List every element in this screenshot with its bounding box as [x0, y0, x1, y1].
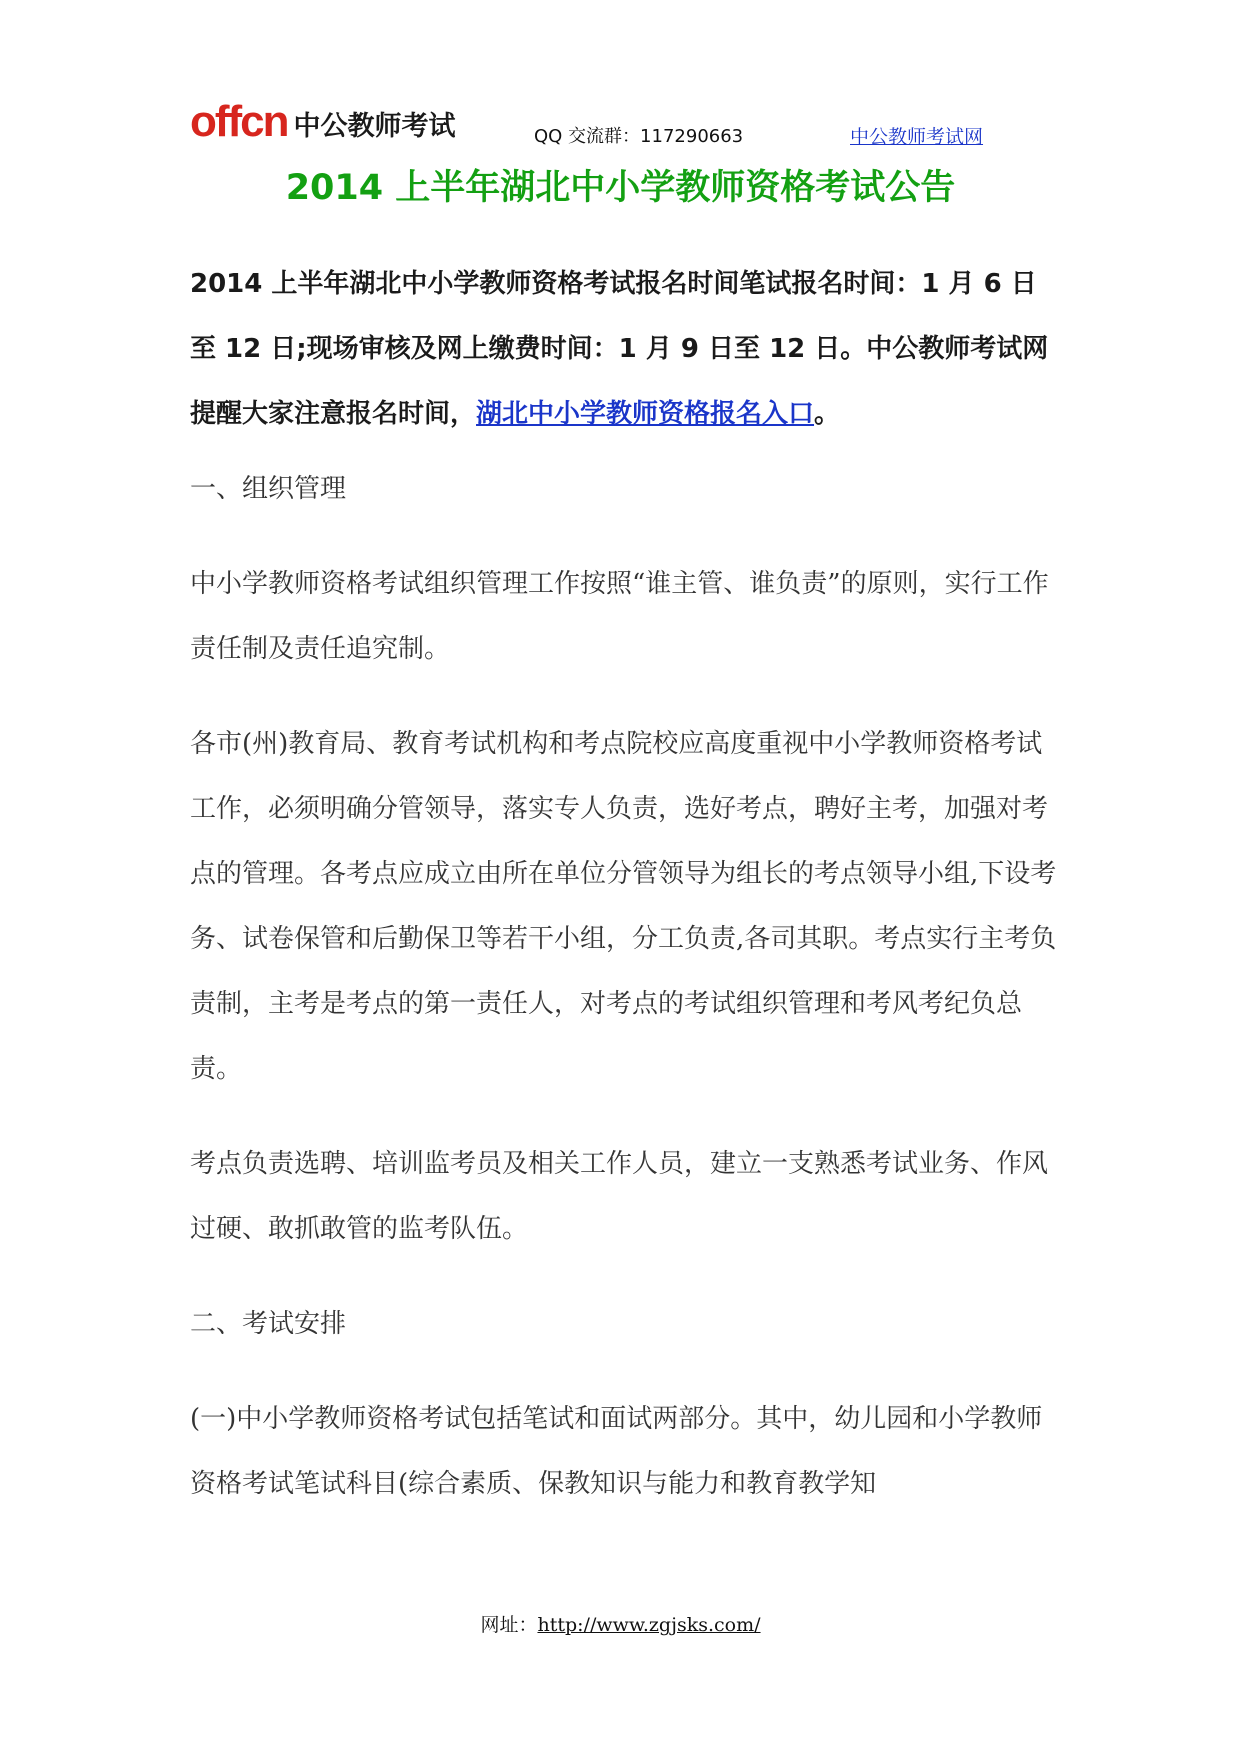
registration-link[interactable]: 湖北中小学教师资格报名入口	[476, 399, 815, 429]
logo-text-en: offcn	[190, 97, 288, 146]
intro-end: 。	[814, 399, 841, 429]
page-footer	[0, 1610, 1241, 1637]
intro-paragraph	[190, 252, 1060, 447]
footer-url-link[interactable]: http://www.zgjsks.com/	[537, 1614, 761, 1636]
body-paragraph: 中小学教师资格考试组织管理工作按照“谁主管、谁负责”的原则，实行工作责任制及责任追究制。	[190, 569, 1049, 664]
page-header	[190, 88, 1050, 148]
logo-text-cn: 中公教师考试	[293, 111, 456, 142]
offcn-logo	[190, 88, 456, 144]
qq-group-text: QQ 交流群：117290663	[534, 126, 744, 147]
section-heading-organization: 一、组织管理	[190, 474, 347, 504]
document-body	[190, 252, 1060, 1547]
body-paragraph: 考点负责选聘、培训监考员及相关工作人员，建立一支熟悉考试业务、作风过硬、敢抓敢管的监考队伍。	[190, 1149, 1049, 1244]
section-heading-exam-arrangement: 二、考试安排	[190, 1309, 347, 1339]
document-title: 2014 上半年湖北中小学教师资格考试公告	[285, 168, 956, 208]
body-paragraph: (一)中小学教师资格考试包括笔试和面试两部分。其中，幼儿园和小学教师资格考试笔试科目(综合素质、保教知识与能力和教育教学知	[190, 1404, 1043, 1499]
intro-text: 2014 上半年湖北中小学教师资格考试报名时间笔试报名时间：1 月 6 日至 12 日;现场审核及网上缴费时间：1 月 9 日至 12 日。中公教师考试网提醒大家注意报名时间，	[190, 269, 1049, 429]
footer-label: 网址：	[480, 1614, 538, 1636]
body-paragraph: 各市(州)教育局、教育考试机构和考点院校应高度重视中小学教师资格考试工作，必须明确分管领导，落实专人负责，选好考点，聘好主考，加强对考点的管理。各考点应成立由所在单位分管领导为组长的考点领导小组,下设考务、试卷保管和后勤保卫等若干小组，分工负责,各司其职。考点实行主考负责制，主考是考点的第一责任人，对考点的考试组织管理和考风考纪负总责。	[190, 729, 1057, 1084]
site-link[interactable]: 中公教师考试网	[850, 126, 984, 148]
